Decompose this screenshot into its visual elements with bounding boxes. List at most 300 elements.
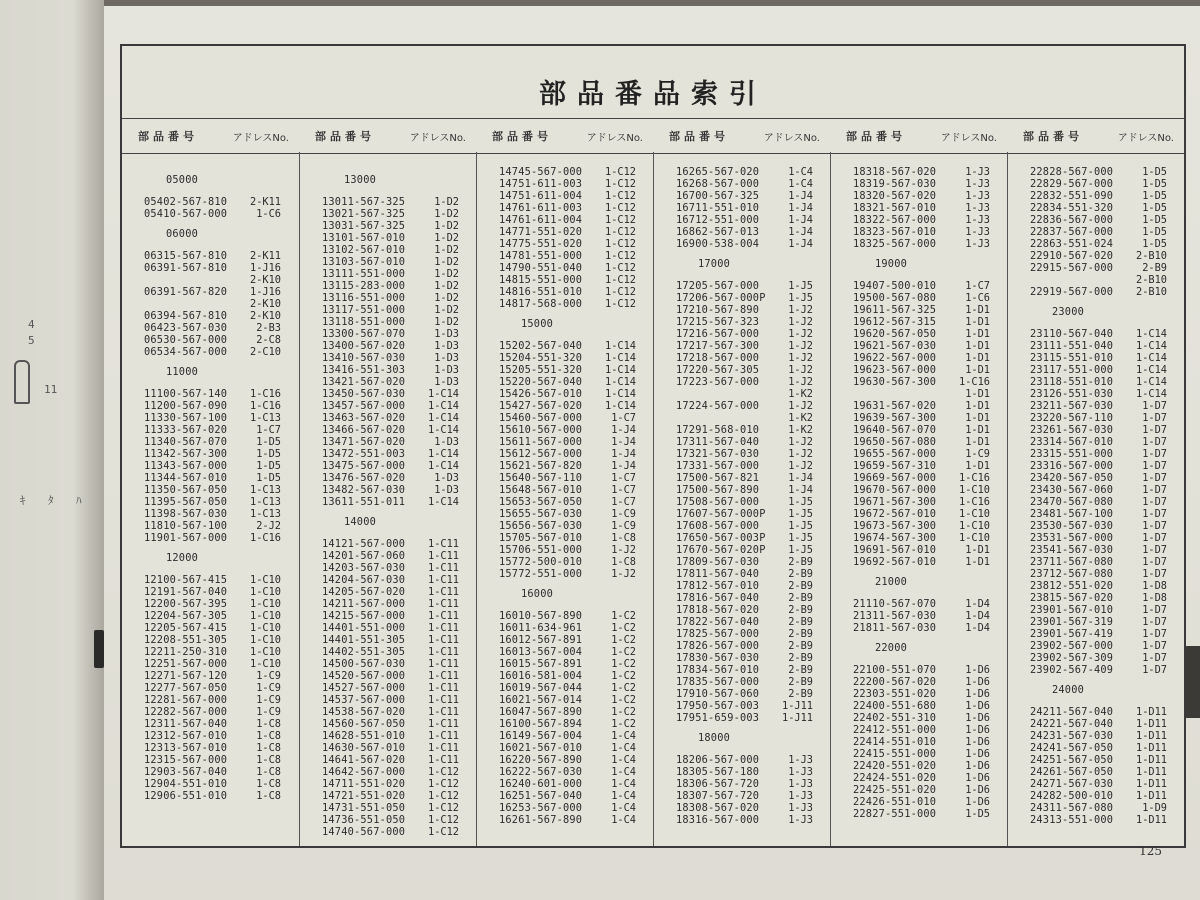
index-row [122,586,299,598]
part-number: 16012-567-891 [499,634,583,646]
part-number: 23902-567-000 [1030,640,1114,652]
index-row [654,376,831,388]
part-number: 19650-567-080 [853,436,937,448]
index-row [1008,190,1185,202]
part-number: 15612-567-000 [499,448,583,460]
index-row [1008,628,1185,640]
address-number: 1-D1 [965,364,990,376]
address-number: 1-D11 [1136,766,1167,778]
part-number: 23901-567-319 [1030,616,1114,628]
facing-page [0,0,104,900]
part-number: 14816-551-010 [499,286,583,298]
column-header [1007,119,1184,153]
part-number: 18319-567-030 [853,178,937,190]
part-number: 16253-567-000 [499,802,583,814]
address-number: 1-C2 [611,610,636,622]
address-number: 1-D5 [256,448,281,460]
address-number: 1-D2 [434,304,459,316]
part-number: 16013-567-004 [499,646,583,658]
part-number: 17206-567-000P [676,292,766,304]
part-number: 23712-567-080 [1030,568,1114,580]
index-row [122,742,299,754]
address-number: 2-B9 [1142,262,1167,274]
index-row [477,622,654,634]
address-number: 1-D7 [1142,460,1167,472]
index-row [654,568,831,580]
index-row [1008,400,1185,412]
address-number: 1-D1 [965,400,990,412]
index-row [477,658,654,670]
index-row [300,304,477,316]
index-row [477,448,654,460]
index-row [122,622,299,634]
part-number: 13611-551-011 [322,496,406,508]
part-number: 19639-567-300 [853,412,937,424]
part-number: 18321-567-010 [853,202,937,214]
address-number: 1-C11 [428,538,459,550]
address-number: 1-C9 [256,706,281,718]
part-number: 23126-551-030 [1030,388,1114,400]
index-row [122,424,299,436]
index-row [654,304,831,316]
part-number: 17331-567-000 [676,460,760,472]
address-number: 2-K11 [250,250,281,262]
part-number: 17811-567-040 [676,568,760,580]
group-number: 17000 [698,258,730,270]
index-row [477,166,654,178]
address-number: 1-D6 [965,688,990,700]
index-row [831,190,1008,202]
group-number: 05000 [166,174,198,186]
index-row [1008,214,1185,226]
index-row [831,484,1008,496]
address-number: 1-C7 [611,412,636,424]
group-heading [831,576,1008,588]
index-row [654,448,831,460]
part-number: 22836-567-000 [1030,214,1114,226]
index-row [300,472,477,484]
index-row [300,364,477,376]
index-row [122,634,299,646]
index-row [477,634,654,646]
index-row [300,424,477,436]
index-row [654,664,831,676]
part-number: 14771-551-020 [499,226,583,238]
index-row [477,802,654,814]
index-row [477,520,654,532]
address-number: 1-C2 [611,718,636,730]
part-number: 22400-551-680 [853,700,937,712]
group-heading [831,258,1008,270]
address-number: 1-C8 [256,766,281,778]
part-number: 14628-551-010 [322,730,406,742]
address-number: 1-D8 [1142,592,1167,604]
part-number: 17224-567-000 [676,400,760,412]
address-number: 1-J16 [250,262,281,274]
part-number: 22426-551-010 [853,796,937,808]
index-row [831,520,1008,532]
address-number: 1-C14 [428,400,459,412]
address-number: 1-J5 [788,532,813,544]
part-number: 12251-567-000 [144,658,228,670]
address-number: 1-J4 [788,190,813,202]
index-row [654,388,831,400]
part-number: 16016-581-004 [499,670,583,682]
index-row [654,688,831,700]
part-number: 23111-551-040 [1030,340,1114,352]
index-row [122,574,299,586]
address-number: 1-J2 [788,436,813,448]
address-number: 1-J3 [965,238,990,250]
index-row [477,790,654,802]
part-number: 22863-551-024 [1030,238,1114,250]
address-number: 1-C4 [788,178,813,190]
address-number: 1-C12 [605,274,636,286]
part-number: 14817-568-000 [499,298,583,310]
address-number: 1-D2 [434,220,459,232]
group-number: 24000 [1052,684,1084,696]
part-number: 22910-567-020 [1030,250,1114,262]
part-number: 19620-567-050 [853,328,937,340]
part-number: 13031-567-325 [322,220,406,232]
address-number: 1-D5 [1142,166,1167,178]
index-row [300,574,477,586]
part-number: 12191-567-040 [144,586,228,598]
part-number: 14642-567-000 [322,766,406,778]
address-number: 1-C10 [250,610,281,622]
part-number: 17608-567-000 [676,520,760,532]
address-number: 1-C11 [428,718,459,730]
index-row [300,400,477,412]
index-row [831,784,1008,796]
index-row [122,610,299,622]
index-row [300,496,477,508]
address-number: 1-C12 [605,226,636,238]
index-row [1008,802,1185,814]
index-row [477,472,654,484]
address-number: 1-J4 [611,424,636,436]
index-row [654,202,831,214]
part-number: 15705-567-010 [499,532,583,544]
header-address-number: アドレスNo. [940,132,997,144]
address-number: 1-D6 [965,736,990,748]
address-number: 1-C10 [959,532,990,544]
part-number: 13115-283-000 [322,280,406,292]
address-number: 2-B9 [788,568,813,580]
part-number: 12200-567-395 [144,598,228,610]
header-part-number: 部品番号 [669,130,729,143]
index-row [1008,412,1185,424]
address-number: 1-D2 [434,268,459,280]
address-number: 1-C8 [256,742,281,754]
index-row [122,598,299,610]
address-number: 1-D1 [965,544,990,556]
address-number: 1-D2 [434,244,459,256]
index-row [477,436,654,448]
index-row [831,364,1008,376]
address-number: 1-D7 [1142,616,1167,628]
index-row [477,730,654,742]
part-number: 17321-567-030 [676,448,760,460]
part-number: 12313-567-010 [144,742,228,754]
page-title: 部品番品索引 [539,79,767,110]
part-number: 14205-567-020 [322,586,406,598]
index-row [654,592,831,604]
part-number: 16100-567-894 [499,718,583,730]
index-row [477,778,654,790]
index-row [1008,226,1185,238]
part-number: 06391-567-820 [144,286,228,298]
index-row [654,802,831,814]
index-row [122,658,299,670]
address-number: 1-D5 [1142,190,1167,202]
address-number: 1-D6 [965,700,990,712]
part-number: 22832-551-090 [1030,190,1114,202]
part-number: 23315-551-000 [1030,448,1114,460]
address-number: 1-C11 [428,598,459,610]
address-number: 2-B9 [788,580,813,592]
index-row [477,694,654,706]
index-row [122,436,299,448]
address-number: 1-C4 [611,814,636,826]
column-header [830,119,1007,153]
group-heading [122,228,299,240]
address-number: 1-C12 [605,190,636,202]
index-row [654,616,831,628]
part-number: 17210-567-890 [676,304,760,316]
address-number: 1-C13 [250,484,281,496]
part-number: 13457-567-000 [322,400,406,412]
column-header [299,119,476,153]
index-row [831,292,1008,304]
part-number: 12211-250-310 [144,646,228,658]
index-row [654,778,831,790]
address-number: 1-C2 [611,706,636,718]
left-page-mark: 5 [28,334,35,347]
address-number: 1-D6 [965,664,990,676]
part-number: 13103-567-010 [322,256,406,268]
address-number: 1-C16 [959,472,990,484]
index-row [1008,496,1185,508]
part-number: 22415-551-000 [853,748,937,760]
part-number: 17215-567-323 [676,316,760,328]
index-row [831,724,1008,736]
part-number: 13400-567-020 [322,340,406,352]
address-number: 1-C14 [428,460,459,472]
part-number: 22100-551-070 [853,664,937,676]
address-number: 1-C12 [428,766,459,778]
index-row [300,292,477,304]
address-number: 1-C2 [611,670,636,682]
index-row [300,790,477,802]
index-row [831,280,1008,292]
index-row [1008,754,1185,766]
address-number: 1-D4 [965,610,990,622]
index-row [1008,766,1185,778]
part-number: 16021-567-014 [499,694,583,706]
group-number: 13000 [344,174,376,186]
index-row [654,712,831,724]
header-address-number: アドレスNo. [763,132,820,144]
part-number: 14736-551-050 [322,814,406,826]
part-number: 19659-567-310 [853,460,937,472]
index-row [477,412,654,424]
address-number: 1-J3 [965,178,990,190]
address-number: 1-D7 [1142,448,1167,460]
part-number: 17291-568-010 [676,424,760,436]
address-number: 1-J2 [788,400,813,412]
part-number: 16222-567-030 [499,766,583,778]
part-number: 14761-611-004 [499,214,583,226]
part-number: 14402-551-305 [322,646,406,658]
part-number: 11330-567-100 [144,412,228,424]
part-number: 23815-567-020 [1030,592,1114,604]
part-number: 24251-567-050 [1030,754,1114,766]
header-part-number: 部品番号 [492,130,552,143]
address-number: 1-C2 [611,622,636,634]
index-row [654,556,831,568]
address-number: 1-C12 [428,814,459,826]
index-row [1008,778,1185,790]
index-row [300,328,477,340]
index-row [831,610,1008,622]
index-row [300,352,477,364]
address-number: 1-C4 [611,790,636,802]
index-row [122,730,299,742]
part-number: 17809-567-030 [676,556,760,568]
part-number: 14203-567-030 [322,562,406,574]
address-number: 1-C14 [1136,328,1167,340]
address-number: 1-J2 [788,340,813,352]
address-number: 1-J5 [788,280,813,292]
address-number: 1-C9 [611,508,636,520]
part-number: 13117-551-000 [322,304,406,316]
index-row [477,508,654,520]
address-number: 1-C11 [428,550,459,562]
index-row [831,736,1008,748]
part-number: 18325-567-000 [853,238,937,250]
address-number: 1-C11 [428,634,459,646]
part-number: 24231-567-030 [1030,730,1114,742]
part-number: 18323-567-010 [853,226,937,238]
group-heading [122,174,299,186]
address-number: 1-J4 [788,214,813,226]
address-number: 1-D11 [1136,730,1167,742]
part-number: 13466-567-020 [322,424,406,436]
address-number: 1-D4 [965,598,990,610]
index-row [122,460,299,472]
address-number: 1-D5 [256,472,281,484]
address-number: 1-C12 [605,250,636,262]
index-row [300,268,477,280]
address-number: 1-C16 [959,496,990,508]
index-row [477,544,654,556]
index-row [831,544,1008,556]
address-number: 1-J2 [788,376,813,388]
part-number: 15204-551-320 [499,352,583,364]
index-row [1008,286,1185,298]
part-number: 17508-567-000 [676,496,760,508]
address-number: 2-K11 [250,196,281,208]
part-number: 13421-567-020 [322,376,406,388]
part-number: 14775-551-020 [499,238,583,250]
index-row [300,562,477,574]
index-row [477,532,654,544]
address-number: 1-D11 [1136,790,1167,802]
address-number: 1-C10 [959,520,990,532]
column-header [122,119,299,153]
index-row [1008,544,1185,556]
address-number: 1-J5 [788,292,813,304]
part-number: 06394-567-810 [144,310,228,322]
index-row [654,628,831,640]
part-number: 16268-567-000 [676,178,760,190]
index-row [122,646,299,658]
index-row [1008,202,1185,214]
part-number: 14711-551-020 [322,778,406,790]
part-number: 19640-567-070 [853,424,937,436]
index-column [299,152,477,846]
part-number: 13463-567-020 [322,412,406,424]
part-number: 17822-567-040 [676,616,760,628]
address-number: 1-D7 [1142,568,1167,580]
index-row [1008,250,1185,262]
index-row [1008,532,1185,544]
address-number: 1-J5 [788,508,813,520]
address-number: 1-J3 [965,166,990,178]
index-row [1008,340,1185,352]
part-number: 19407-500-010 [853,280,937,292]
address-number: 1-D5 [1142,214,1167,226]
part-number: 13102-567-010 [322,244,406,256]
part-number: 16149-567-004 [499,730,583,742]
index-row [654,316,831,328]
address-number: 1-D5 [256,436,281,448]
index-row [300,622,477,634]
index-row [654,178,831,190]
part-number: 18318-567-020 [853,166,937,178]
diagram-fragment [14,360,30,404]
index-row [122,496,299,508]
part-number: 14745-567-000 [499,166,583,178]
index-column [1007,152,1185,846]
index-row [122,298,299,310]
part-number: 19621-567-030 [853,340,937,352]
part-number: 23117-551-000 [1030,364,1114,376]
address-number: 1-C14 [1136,364,1167,376]
index-row [477,814,654,826]
index-row [477,364,654,376]
header-address-number: アドレスNo. [586,132,643,144]
address-number: 1-D8 [1142,580,1167,592]
index-row [122,778,299,790]
address-number: 1-C2 [611,658,636,670]
index-row [300,436,477,448]
address-number: 1-D11 [1136,754,1167,766]
address-number: 1-D6 [965,724,990,736]
index-row [1008,790,1185,802]
part-number: 24221-567-040 [1030,718,1114,730]
index-row [300,718,477,730]
index-row [831,400,1008,412]
index-row [1008,484,1185,496]
address-number: 1-C11 [428,574,459,586]
group-number: 06000 [166,228,198,240]
part-number: 18305-567-180 [676,766,760,778]
address-number: 1-K2 [788,388,813,400]
part-number: 18322-567-000 [853,214,937,226]
address-number: 1-D7 [1142,520,1167,532]
